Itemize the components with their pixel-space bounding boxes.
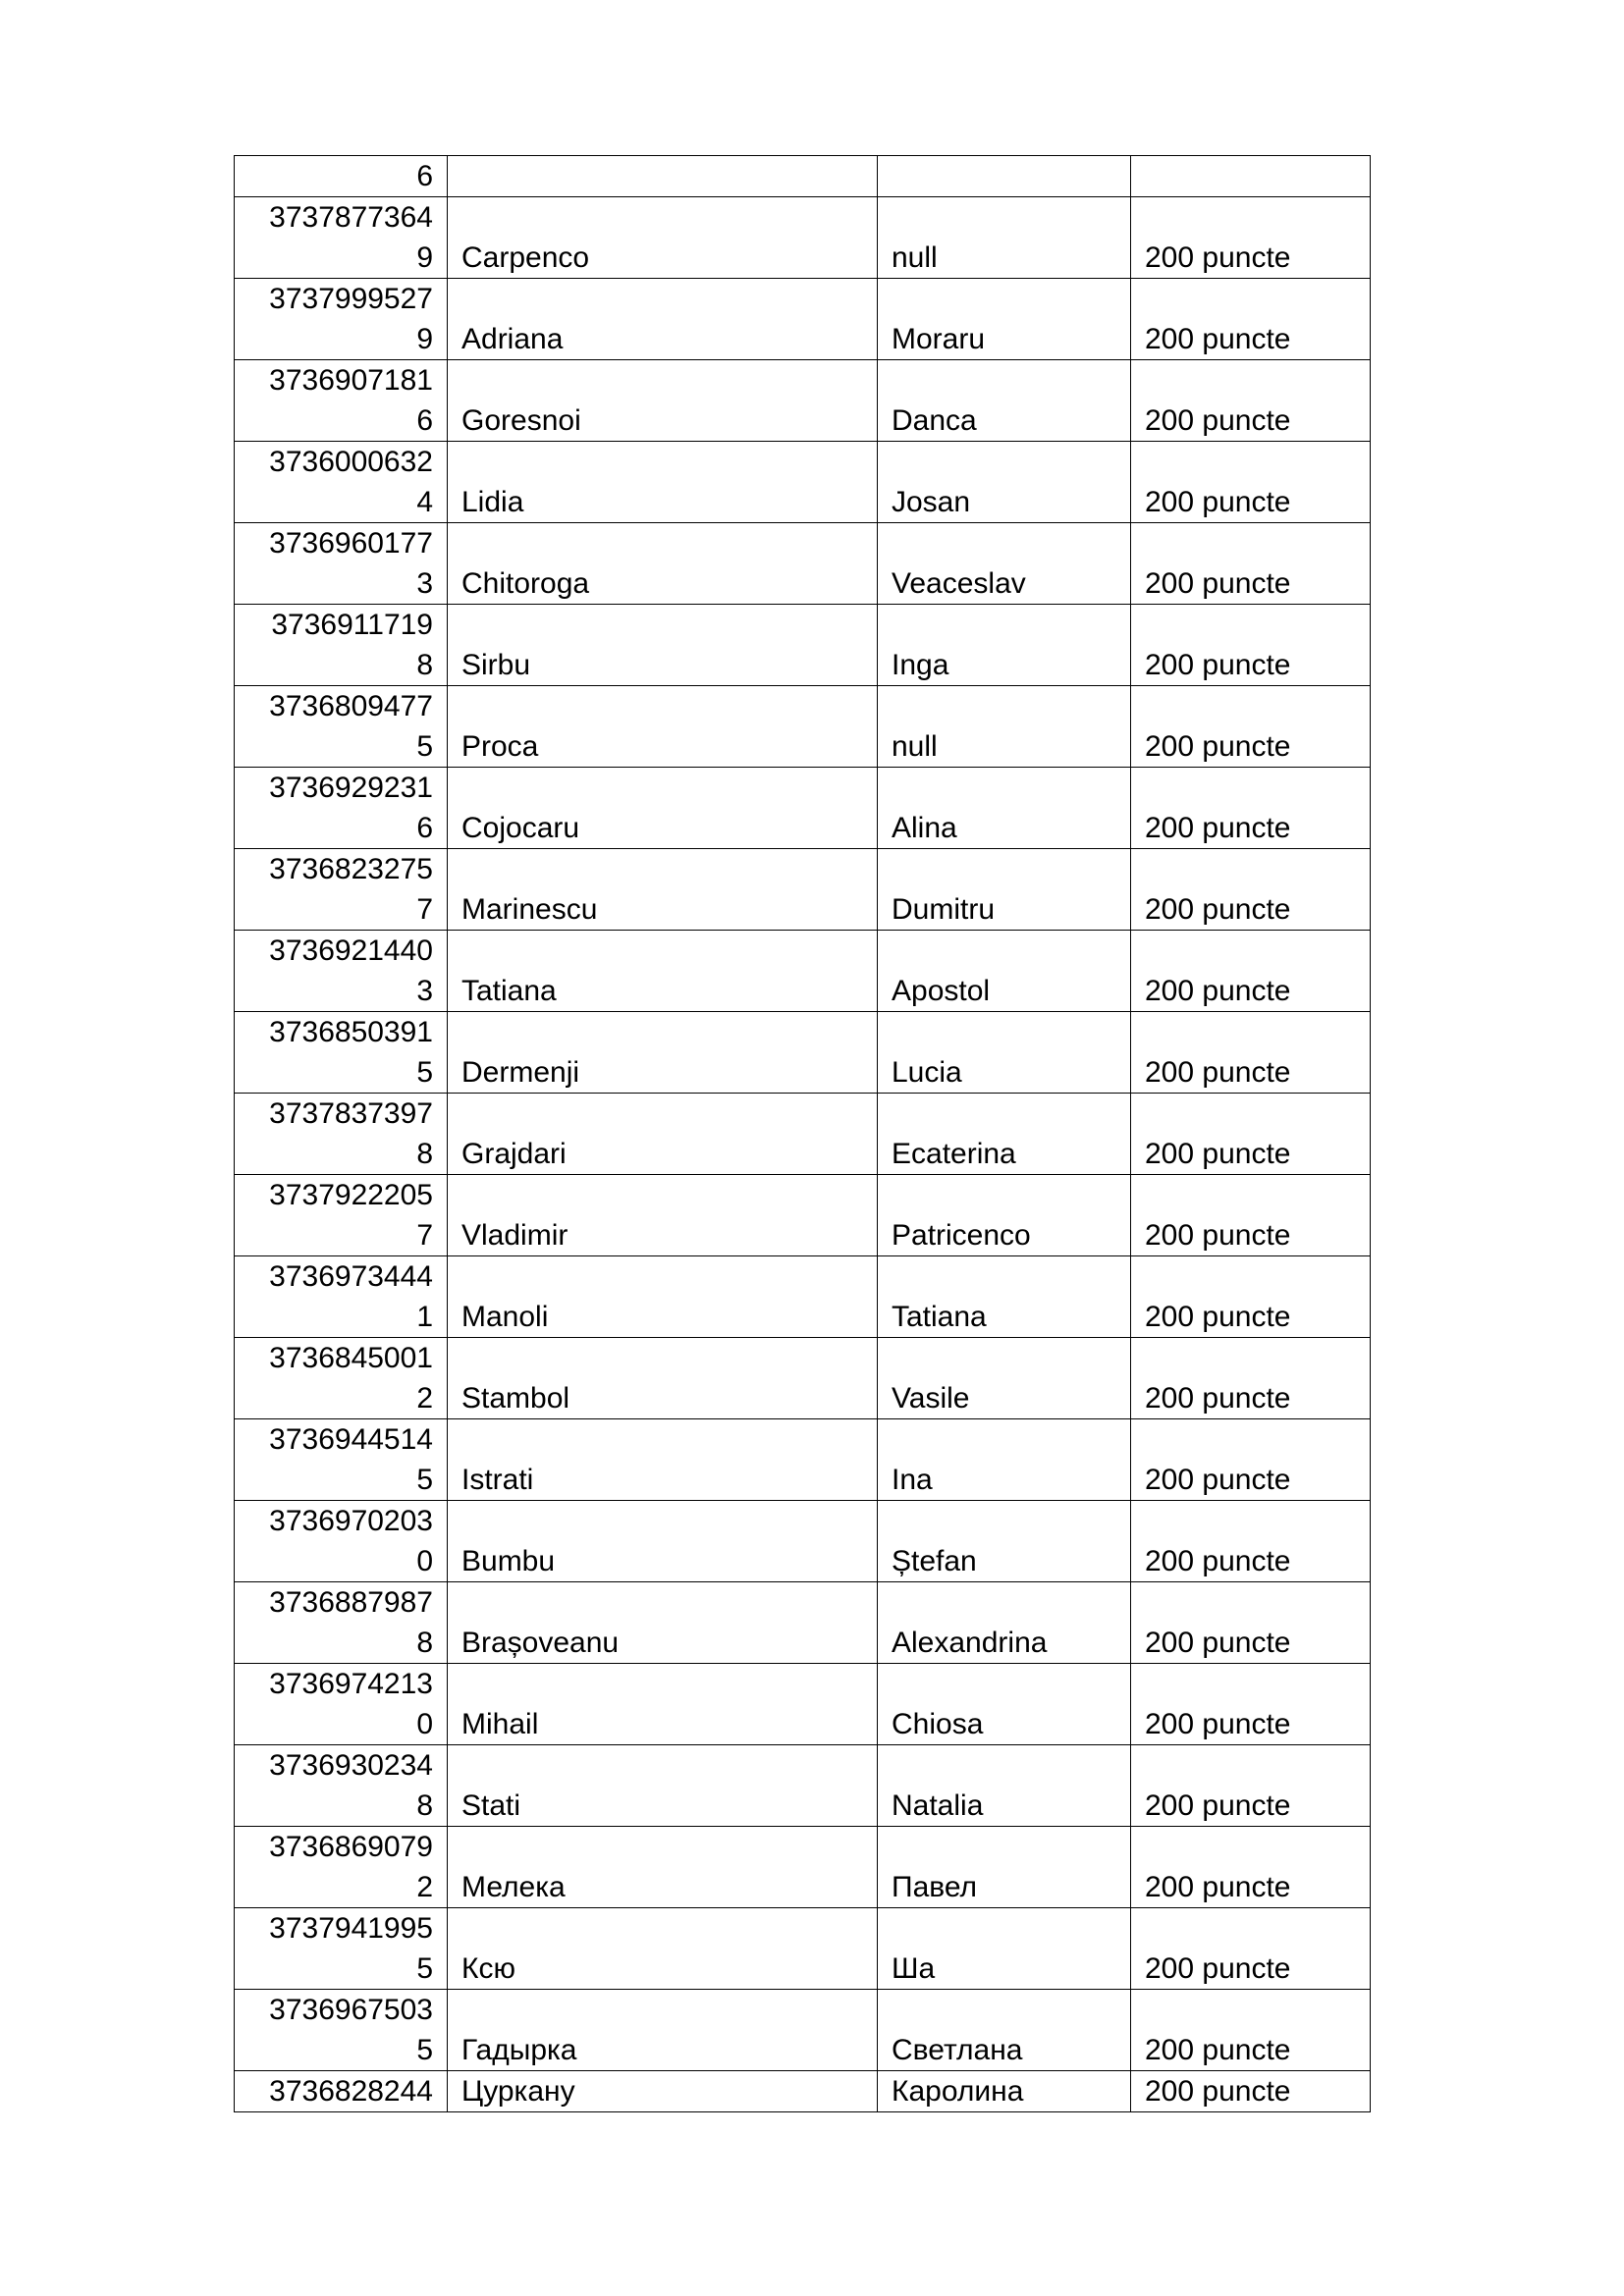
- name-cell: Manoli: [448, 1256, 878, 1338]
- phone-main: 3736000632: [269, 446, 433, 478]
- phone-main: 3736960177: [269, 527, 433, 560]
- table-row: [235, 1827, 1371, 1908]
- phone-tail: 3: [416, 975, 433, 1007]
- phone-tail: 0: [416, 1708, 433, 1740]
- phone-tail: 7: [416, 893, 433, 926]
- phone-main: 3736930234: [269, 1749, 433, 1782]
- contacts-table: [234, 155, 1371, 2112]
- second-name-cell: Inga: [878, 605, 1131, 686]
- table-row: [235, 1256, 1371, 1338]
- phone-tail: 9: [416, 323, 433, 355]
- name-cell: Grajdari: [448, 1094, 878, 1175]
- name-cell: Vladimir: [448, 1175, 878, 1256]
- points-cell: 200 puncte: [1131, 1338, 1371, 1419]
- points-cell: 200 puncte: [1131, 849, 1371, 931]
- phone-main: 3736929231: [269, 772, 433, 804]
- name-cell: Цуркану: [448, 2071, 878, 2112]
- second-name-cell: Apostol: [878, 931, 1131, 1012]
- phone-main: 3736907181: [269, 364, 433, 397]
- phone-cell: [235, 605, 448, 686]
- phone-tail: 6: [416, 160, 433, 192]
- points-cell: 200 puncte: [1131, 1745, 1371, 1827]
- second-name-cell: Ștefan: [878, 1501, 1131, 1582]
- phone-cell: [235, 1827, 448, 1908]
- phone-cell: [235, 197, 448, 279]
- phone-main: 3737999527: [269, 283, 433, 315]
- name-cell: Sirbu: [448, 605, 878, 686]
- phone-main: 3736845001: [269, 1342, 433, 1374]
- points-cell: 200 puncte: [1131, 605, 1371, 686]
- table-row: [235, 1501, 1371, 1582]
- phone-tail: 3: [416, 567, 433, 600]
- second-name-cell: Patricenco: [878, 1175, 1131, 1256]
- phone-tail: 5: [416, 1952, 433, 1985]
- phone-main: 3736887987: [269, 1586, 433, 1619]
- points-cell: 200 puncte: [1131, 1256, 1371, 1338]
- points-cell: 200 puncte: [1131, 1582, 1371, 1664]
- phone-cell: [235, 849, 448, 931]
- phone-main: 3736850391: [269, 1016, 433, 1048]
- second-name-cell: Josan: [878, 442, 1131, 523]
- phone-tail: 8: [416, 1789, 433, 1822]
- second-name-cell: Alina: [878, 768, 1131, 849]
- second-name-cell: Moraru: [878, 279, 1131, 360]
- name-cell: Istrati: [448, 1419, 878, 1501]
- name-cell: Мелека: [448, 1827, 878, 1908]
- phone-cell: [235, 1501, 448, 1582]
- second-name-cell: Veaceslav: [878, 523, 1131, 605]
- phone-tail: 2: [416, 1382, 433, 1415]
- phone-cell: [235, 931, 448, 1012]
- second-name-cell: Vasile: [878, 1338, 1131, 1419]
- phone-tail: 9: [416, 241, 433, 274]
- phone-tail: 5: [416, 1464, 433, 1496]
- phone-cell: [235, 442, 448, 523]
- name-cell: Chitoroga: [448, 523, 878, 605]
- phone-cell: [235, 360, 448, 442]
- phone-tail: 0: [416, 1545, 433, 1577]
- phone-main: 3737877364: [269, 201, 433, 234]
- table-row: [235, 360, 1371, 442]
- phone-tail: 5: [416, 2034, 433, 2066]
- points-cell: 200 puncte: [1131, 768, 1371, 849]
- table-row: [235, 1908, 1371, 1990]
- name-cell: Dermenji: [448, 1012, 878, 1094]
- phone-cell: [235, 156, 448, 197]
- phone-main: 3736974213: [269, 1668, 433, 1700]
- points-cell: 200 puncte: [1131, 1419, 1371, 1501]
- phone-main: 3736921440: [269, 934, 433, 967]
- second-name-cell: Светлана: [878, 1990, 1131, 2071]
- second-name-cell: [878, 156, 1131, 197]
- table-row: [235, 523, 1371, 605]
- table-row: [235, 1094, 1371, 1175]
- name-cell: Carpenco: [448, 197, 878, 279]
- table-row: [235, 1012, 1371, 1094]
- points-cell: 200 puncte: [1131, 2071, 1371, 2112]
- name-cell: Adriana: [448, 279, 878, 360]
- phone-tail: 2: [416, 1871, 433, 1903]
- name-cell: Stambol: [448, 1338, 878, 1419]
- table-row: [235, 1338, 1371, 1419]
- second-name-cell: Ina: [878, 1419, 1131, 1501]
- phone-cell: [235, 1582, 448, 1664]
- second-name-cell: Danca: [878, 360, 1131, 442]
- second-name-cell: Chiosa: [878, 1664, 1131, 1745]
- phone-tail: 8: [416, 649, 433, 681]
- second-name-cell: Каролина: [878, 2071, 1131, 2112]
- points-cell: 200 puncte: [1131, 197, 1371, 279]
- phone-cell: [235, 1908, 448, 1990]
- table-row: [235, 1582, 1371, 1664]
- phone-cell: [235, 1256, 448, 1338]
- points-cell: 200 puncte: [1131, 1501, 1371, 1582]
- name-cell: Proca: [448, 686, 878, 768]
- second-name-cell: Ecaterina: [878, 1094, 1131, 1175]
- phone-cell: [235, 1094, 448, 1175]
- phone-main: 3736911719: [271, 609, 433, 641]
- points-cell: 200 puncte: [1131, 686, 1371, 768]
- table-row: [235, 442, 1371, 523]
- name-cell: [448, 156, 878, 197]
- phone-cell: [235, 686, 448, 768]
- second-name-cell: Tatiana: [878, 1256, 1131, 1338]
- phone-tail: 4: [416, 486, 433, 518]
- table-row: [235, 197, 1371, 279]
- table-row: [235, 1990, 1371, 2071]
- phone-cell: [235, 1175, 448, 1256]
- table-row: [235, 931, 1371, 1012]
- table-row: [235, 605, 1371, 686]
- name-cell: Mihail: [448, 1664, 878, 1745]
- name-cell: Tatiana: [448, 931, 878, 1012]
- table-row: [235, 1745, 1371, 1827]
- points-cell: 200 puncte: [1131, 931, 1371, 1012]
- points-cell: [1131, 156, 1371, 197]
- second-name-cell: null: [878, 686, 1131, 768]
- points-cell: 200 puncte: [1131, 523, 1371, 605]
- name-cell: Cojocaru: [448, 768, 878, 849]
- table-row-last: [235, 2071, 1371, 2112]
- phone-cell: [235, 1990, 448, 2071]
- second-name-cell: Natalia: [878, 1745, 1131, 1827]
- phone-tail: 1: [416, 1301, 433, 1333]
- name-cell: Lidia: [448, 442, 878, 523]
- points-cell: 200 puncte: [1131, 1908, 1371, 1990]
- phone-main: 3737941995: [269, 1912, 433, 1945]
- phone-main: 3736809477: [269, 690, 433, 722]
- phone-main: 3736967503: [269, 1994, 433, 2026]
- points-cell: 200 puncte: [1131, 442, 1371, 523]
- phone-tail: 5: [416, 730, 433, 763]
- points-cell: 200 puncte: [1131, 1664, 1371, 1745]
- table-row: [235, 686, 1371, 768]
- points-cell: 200 puncte: [1131, 1827, 1371, 1908]
- table-row: [235, 1175, 1371, 1256]
- second-name-cell: null: [878, 197, 1131, 279]
- table-row: [235, 849, 1371, 931]
- table-row: [235, 1419, 1371, 1501]
- phone-cell: [235, 279, 448, 360]
- name-cell: Гадырка: [448, 1990, 878, 2071]
- phone-cell: [235, 1664, 448, 1745]
- phone-main: 3736970203: [269, 1505, 433, 1537]
- table-row-continued: [235, 156, 1371, 197]
- second-name-cell: Lucia: [878, 1012, 1131, 1094]
- phone-main: 3736869079: [269, 1831, 433, 1863]
- phone-main: 3736823275: [269, 853, 433, 885]
- second-name-cell: Dumitru: [878, 849, 1131, 931]
- phone-cell: [235, 523, 448, 605]
- second-name-cell: Павел: [878, 1827, 1131, 1908]
- phone-main: 3737922205: [269, 1179, 433, 1211]
- name-cell: Ксю: [448, 1908, 878, 1990]
- name-cell: Marinescu: [448, 849, 878, 931]
- phone-tail: 8: [416, 1627, 433, 1659]
- table-body: [235, 156, 1371, 2112]
- phone-main: 3736944514: [269, 1423, 433, 1456]
- phone-tail: 8: [416, 1138, 433, 1170]
- table-row: [235, 768, 1371, 849]
- points-cell: 200 puncte: [1131, 1990, 1371, 2071]
- table-row: [235, 1664, 1371, 1745]
- points-cell: 200 puncte: [1131, 1012, 1371, 1094]
- phone-tail: 6: [416, 812, 433, 844]
- phone-main: 3736973444: [269, 1260, 433, 1293]
- phone-tail: 5: [416, 1056, 433, 1089]
- phone-main: 3737837397: [269, 1097, 433, 1130]
- points-cell: 200 puncte: [1131, 279, 1371, 360]
- points-cell: 200 puncte: [1131, 1175, 1371, 1256]
- phone-cell: [235, 1012, 448, 1094]
- name-cell: Goresnoi: [448, 360, 878, 442]
- second-name-cell: Alexandrina: [878, 1582, 1131, 1664]
- name-cell: Brașoveanu: [448, 1582, 878, 1664]
- name-cell: Bumbu: [448, 1501, 878, 1582]
- table-row: [235, 279, 1371, 360]
- phone-tail: 7: [416, 1219, 433, 1252]
- phone-cell: [235, 768, 448, 849]
- phone-tail: 6: [416, 404, 433, 437]
- phone-cell: 3736828244: [235, 2071, 448, 2112]
- points-cell: 200 puncte: [1131, 360, 1371, 442]
- name-cell: Stati: [448, 1745, 878, 1827]
- second-name-cell: Ша: [878, 1908, 1131, 1990]
- phone-cell: [235, 1745, 448, 1827]
- phone-cell: [235, 1419, 448, 1501]
- points-cell: 200 puncte: [1131, 1094, 1371, 1175]
- phone-cell: [235, 1338, 448, 1419]
